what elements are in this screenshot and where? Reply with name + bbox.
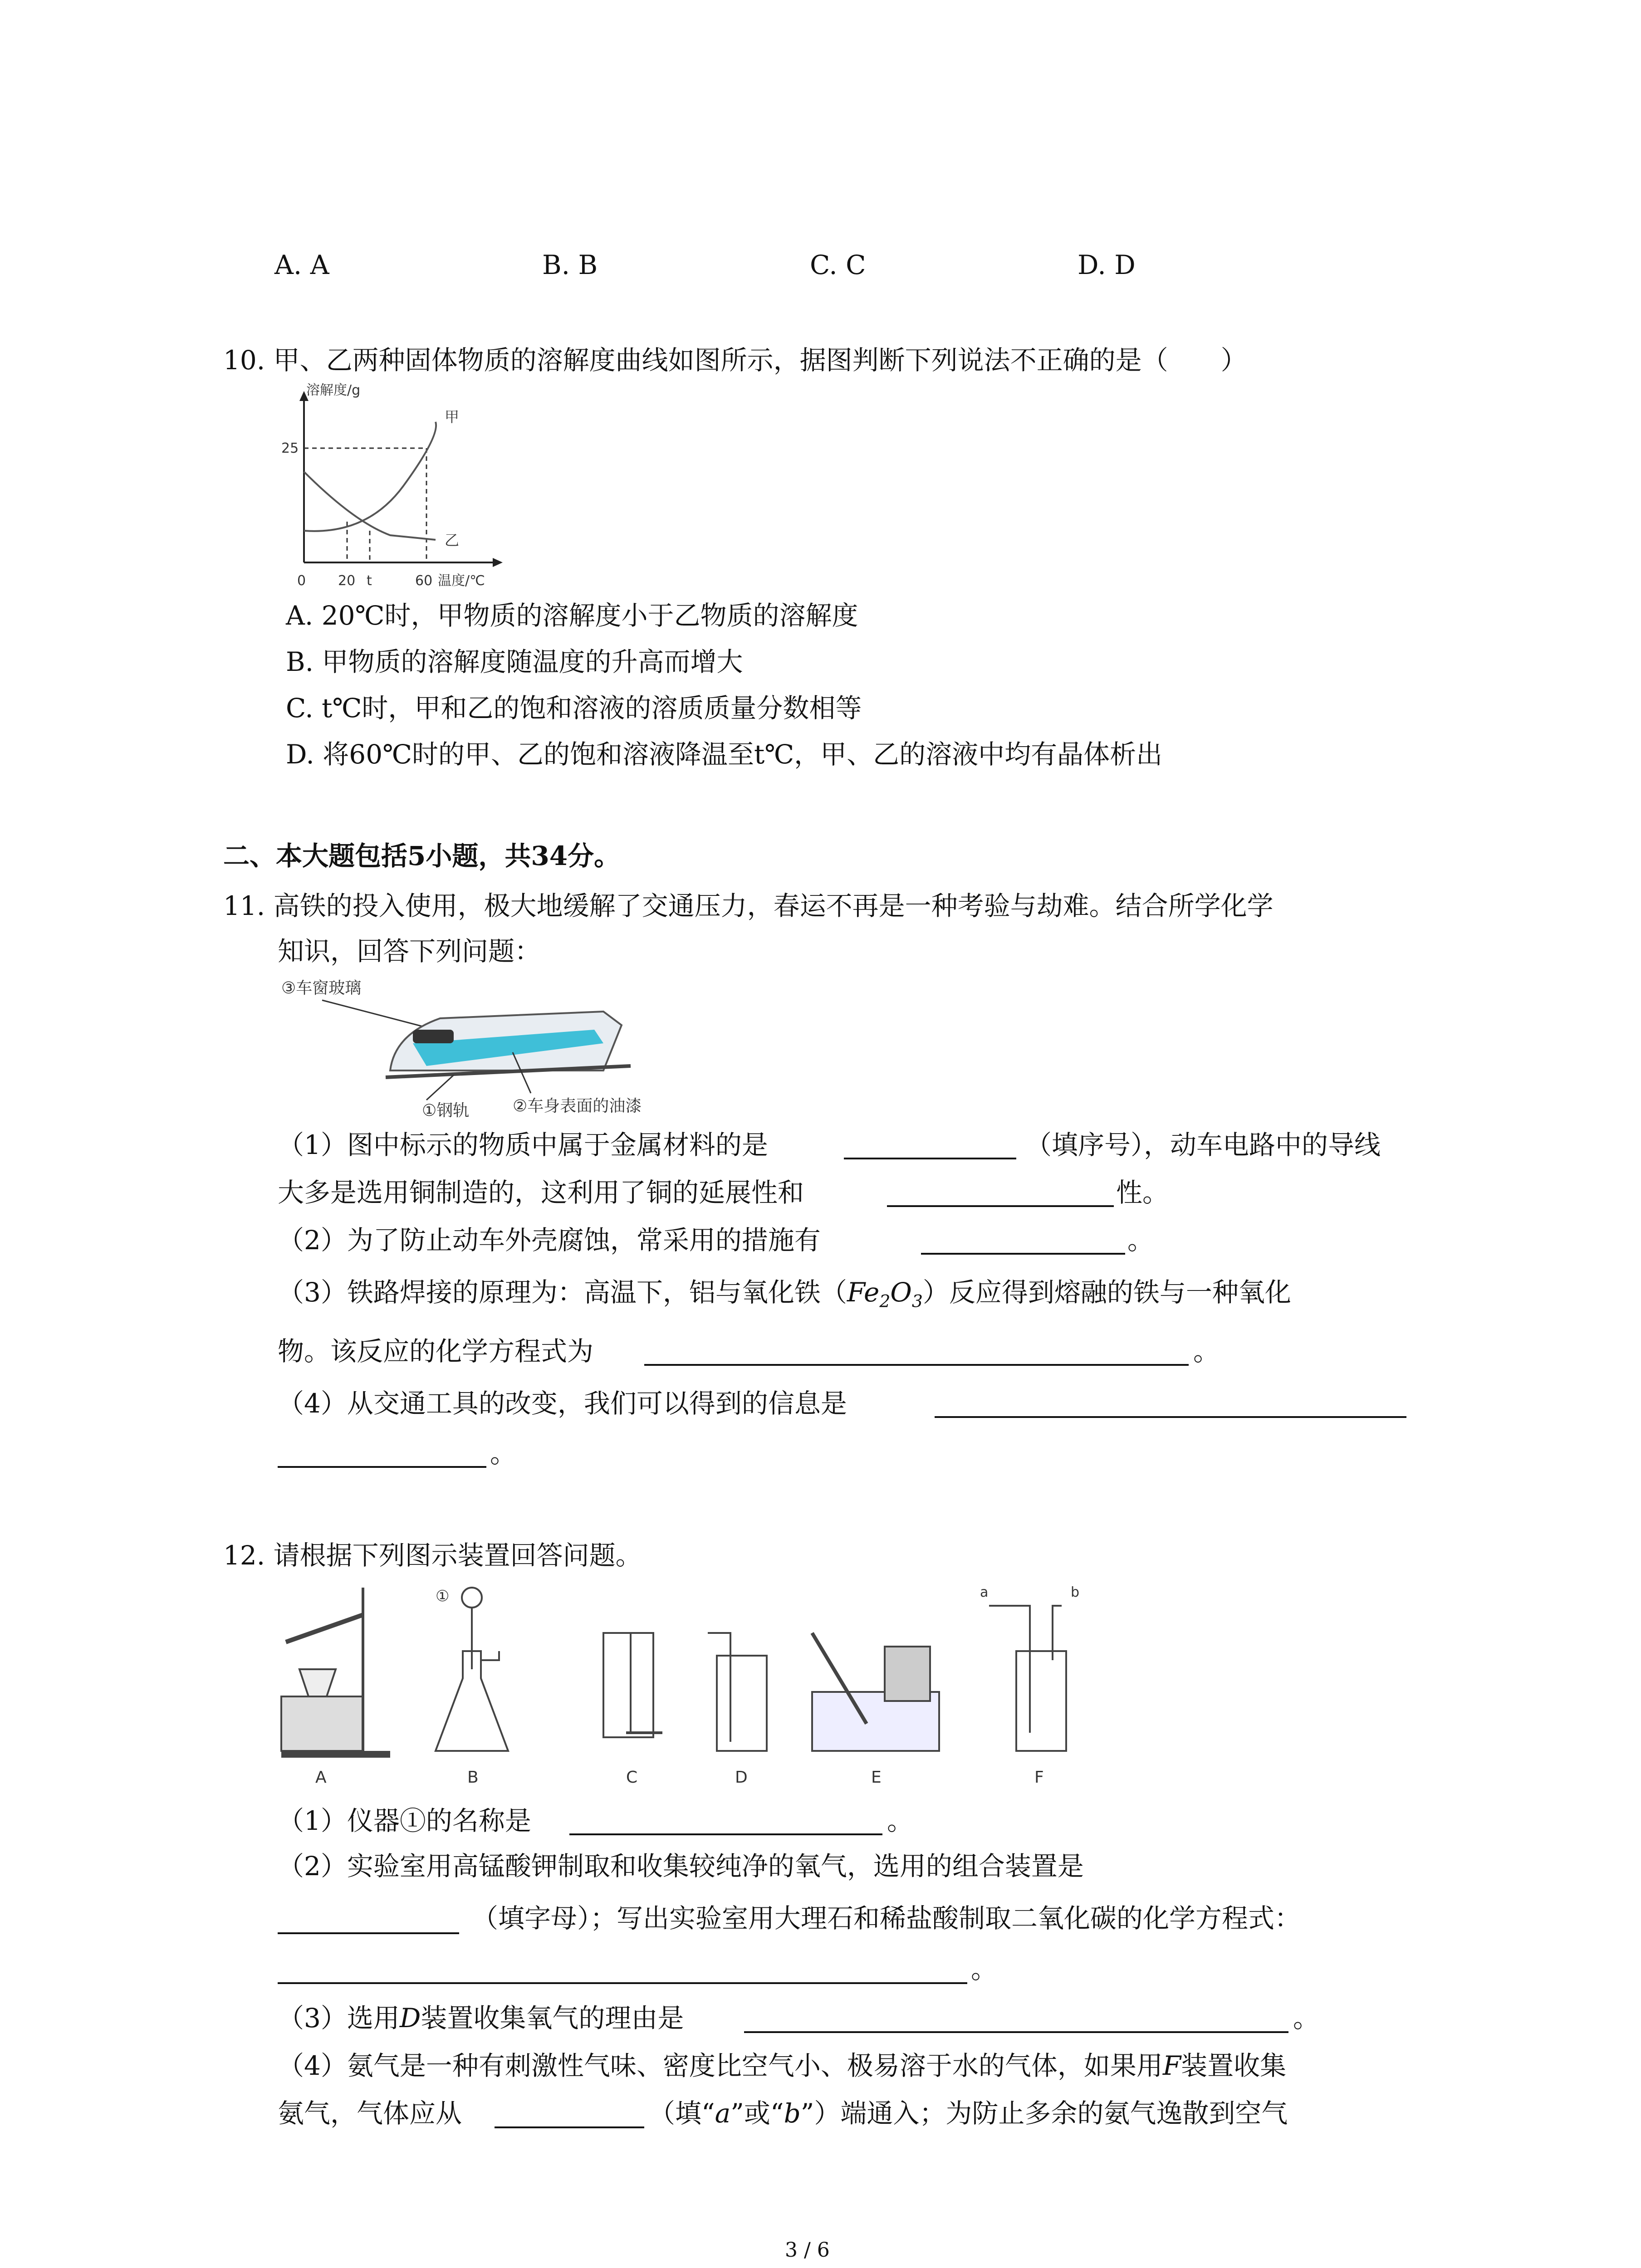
mark-b: b (1071, 1584, 1080, 1600)
q12-p1-b: 。 (887, 1805, 914, 1836)
svg-text:B: B (467, 1768, 479, 1787)
svg-text:F: F (1034, 1768, 1044, 1787)
mark-one: ① (436, 1587, 450, 1605)
svg-text:A: A (315, 1768, 327, 1787)
q10-option-d: D. 将60℃时的甲、乙的饱和溶液降温至t℃，甲、乙的溶液中均有晶体析出 (286, 739, 1163, 770)
chart-series-yi: 乙 (445, 532, 460, 549)
q12-p2-c: 。 (971, 1954, 998, 1984)
q9-option-d: D. D (1078, 249, 1136, 280)
label-window: ③车窗玻璃 (281, 979, 362, 997)
q12-p3-c: 。 (1293, 2003, 1320, 2033)
apparatus-figure (272, 1579, 1180, 1787)
chart-xtick-0: 0 (297, 573, 306, 589)
chart-series-jia: 甲 (445, 408, 460, 425)
q12-blank-2[interactable] (278, 1932, 459, 1934)
chart-ytick-25: 25 (281, 440, 299, 456)
apparatus-c (603, 1633, 662, 1787)
apparatus-a (281, 1588, 390, 1787)
q11-p1-b: （填序号），动车电路中的导线 (1025, 1129, 1381, 1160)
q9-option-a: A. A (274, 249, 329, 280)
q11-blank-2[interactable] (887, 1205, 1114, 1207)
q11-blank-6[interactable] (278, 1466, 486, 1468)
chart-xtick-t: t (367, 573, 372, 589)
q12-p4-d: （填“a”或“b”）端通入；为防止多余的氨气逸散到空气 (649, 2098, 1288, 2129)
q12-p3: （3）选用D装置收集氧气的理由是 (278, 2003, 684, 2033)
q12-stem: 12. 请根据下列图示装置回答问题。 (223, 1540, 642, 1571)
q11-p3-d: 。 (1193, 1336, 1220, 1367)
svg-text:E: E (871, 1768, 882, 1787)
curve-yi (304, 472, 436, 540)
chart-ylabel: 溶解度/g (306, 382, 361, 398)
q11-p4-a: （4）从交通工具的改变，我们可以得到的信息是 (278, 1388, 847, 1419)
q12-p2-a: （2）实验室用高锰酸钾制取和收集较纯净的氧气，选用的组合装置是 (278, 1851, 1084, 1882)
q10-option-c: C. t℃时，甲和乙的饱和溶液的溶质质量分数相等 (286, 693, 862, 723)
page-number: 3 / 6 (785, 2239, 830, 2262)
curve-jia (304, 422, 436, 531)
q10-option-a: A. 20℃时，甲物质的溶解度小于乙物质的溶解度 (286, 600, 858, 631)
train-figure (277, 975, 694, 1125)
q11-blank-4[interactable] (644, 1364, 1189, 1366)
q11-blank-3[interactable] (921, 1253, 1125, 1255)
q9-option-c: C. C (810, 249, 866, 280)
q12-p1-a: （1）仪器①的名称是 (278, 1805, 531, 1836)
q12-p4: （4）氨气是一种有刺激性气味、密度比空气小、极易溶于水的气体，如果用F装置收集 (278, 2050, 1287, 2081)
q12-blank-4[interactable] (744, 2031, 1288, 2033)
q10-option-b: B. 甲物质的溶解度随温度的升高而增大 (286, 646, 743, 677)
q12-p2-b: （填字母）；写出实验室用大理石和稀盐酸制取二氧化碳的化学方程式： (472, 1903, 1301, 1934)
apparatus-d (708, 1633, 767, 1787)
q11-p2-a: （2）为了防止动车外壳腐蚀，常采用的措施有 (278, 1225, 821, 1256)
chart-xtick-60: 60 (415, 573, 433, 589)
solubility-chart (254, 381, 508, 599)
q12-p4-c: 氨气，气体应从 (278, 2098, 462, 2129)
q11-blank-5[interactable] (935, 1416, 1406, 1418)
q9-option-b: B. B (542, 249, 598, 280)
apparatus-b (436, 1587, 508, 1787)
q11-p1-a: （1）图中标示的物质中属于金属材料的是 (278, 1129, 768, 1160)
label-paint: ②车身表面的油漆 (513, 1097, 642, 1115)
train-window (413, 1030, 454, 1043)
q11-p2-b: 。 (1127, 1225, 1154, 1256)
mark-a: a (980, 1584, 989, 1600)
apparatus-f (980, 1584, 1079, 1787)
q11-stem-line-1: 11. 高铁的投入使用，极大地缓解了交通压力，春运不再是一种考验与劫难。结合所学化学 (223, 890, 1274, 921)
q11-p3-a: （3）铁路焊接的原理为：高温下，铝与氧化铁$(Fe_2O_3)$反应得到熔融的铁与一种氧化 (278, 1277, 1291, 1311)
q12-blank-3[interactable] (278, 1982, 967, 1984)
section-2-heading: 二、本大题包括5小题，共34分。 (223, 841, 621, 871)
label-rail: ①钢轨 (422, 1101, 470, 1120)
q11-p4-b: 。 (490, 1438, 517, 1469)
q11-p1-c: 大多是选用铜制造的，这利用了铜的延展性和 (278, 1177, 804, 1208)
chart-xtick-20: 20 (338, 573, 356, 589)
q11-p1-d: 性。 (1116, 1177, 1169, 1208)
x-axis-arrow (493, 558, 503, 567)
svg-text:D: D (735, 1768, 748, 1787)
q11-p3-c: 物。该反应的化学方程式为 (278, 1336, 594, 1367)
apparatus-e (812, 1633, 939, 1787)
q12-blank-5[interactable] (495, 2126, 644, 2128)
chart-xlabel: 温度/℃ (438, 573, 485, 589)
q10-stem: 10. 甲、乙两种固体物质的溶解度曲线如图所示，据图判断下列说法不正确的是（ ） (223, 345, 1247, 376)
q11-blank-1[interactable] (844, 1158, 1016, 1159)
q12-blank-1[interactable] (569, 1833, 882, 1835)
svg-text:C: C (626, 1768, 638, 1787)
q11-stem-line-2: 知识，回答下列问题： (278, 936, 541, 967)
